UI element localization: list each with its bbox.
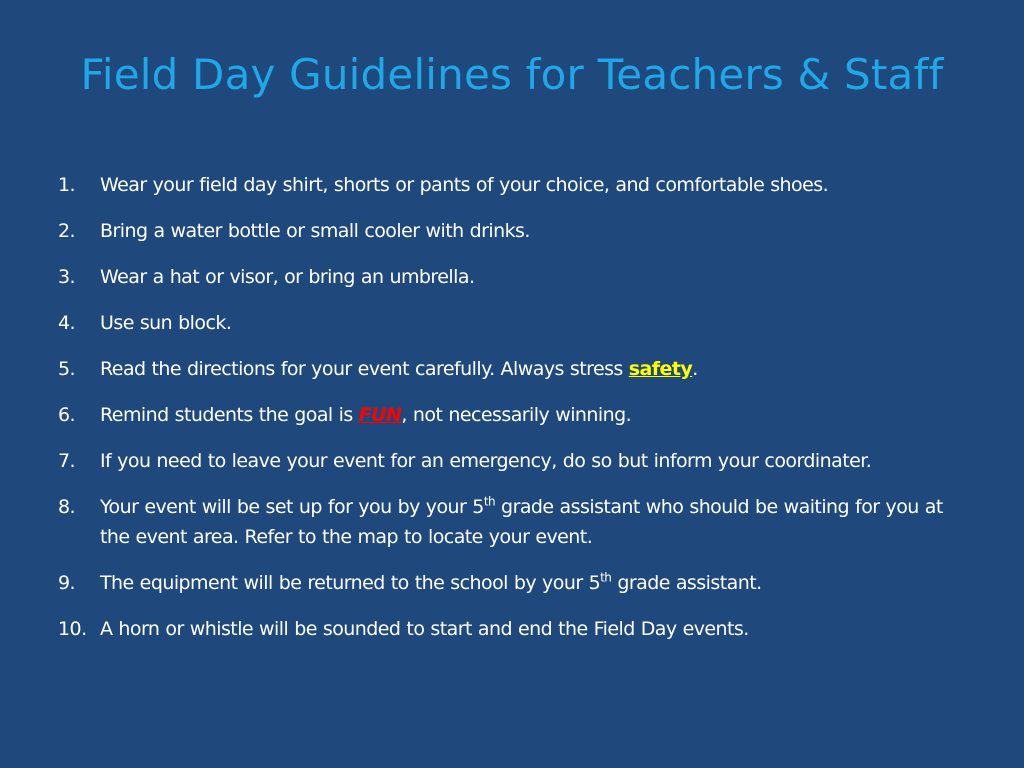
item-text-after: . [692, 358, 698, 380]
item-text: If you need to leave your event for an emergency, do so but inform your coordinater. [100, 450, 872, 472]
ordinal-superscript: th [600, 570, 612, 585]
guideline-item [58, 492, 968, 552]
item-number: 1. [58, 174, 76, 196]
item-number: 2. [58, 220, 76, 242]
item-text [100, 358, 698, 380]
guideline-item [58, 308, 968, 338]
item-number: 5. [58, 358, 76, 380]
item-number: 6. [58, 404, 76, 426]
item-number: 9. [58, 572, 76, 594]
item-number: 3. [58, 266, 76, 288]
item-text [100, 404, 631, 426]
item-text: Use sun block. [100, 312, 232, 334]
item-text [100, 496, 943, 548]
guideline-item [58, 354, 968, 384]
item-number: 8. [58, 496, 76, 518]
item-text [100, 572, 762, 594]
item-text: Wear a hat or visor, or bring an umbrella. [100, 266, 475, 288]
item-text-before: Remind students the goal is [100, 404, 359, 426]
item-number: 10. [58, 618, 87, 640]
guideline-item [58, 614, 968, 644]
item-number: 4. [58, 312, 76, 334]
guideline-item [58, 568, 968, 598]
guideline-item [58, 400, 968, 430]
item-text-after: grade assistant. [611, 572, 762, 594]
item-number: 7. [58, 450, 76, 472]
ordinal-superscript: th [483, 494, 496, 509]
guideline-item [58, 216, 968, 246]
guideline-item [58, 446, 968, 476]
item-text-before: Your event will be set up for you by your 5 [100, 496, 484, 518]
guidelines-list [58, 170, 968, 660]
guideline-item [58, 170, 968, 200]
item-text: A horn or whistle will be sounded to start and end the Field Day events. [100, 618, 749, 640]
item-text: Bring a water bottle or small cooler with drinks. [100, 220, 530, 242]
item-text-after: , not necessarily winning. [401, 404, 632, 426]
fun-highlight: FUN [358, 404, 402, 426]
item-text-before: The equipment will be returned to the school by your 5 [100, 572, 601, 594]
item-text-after: grade assistant who should be waiting for you at the event area. Refer to the map to locate your event. [100, 496, 943, 548]
safety-highlight: safety [628, 358, 693, 380]
item-text-before: Read the directions for your event carefully. Always stress [100, 358, 629, 380]
guideline-item [58, 262, 968, 292]
item-text: Wear your field day shirt, shorts or pants of your choice, and comfortable shoes. [100, 174, 829, 196]
slide-title: Field Day Guidelines for Teachers & Staff [80, 50, 944, 99]
